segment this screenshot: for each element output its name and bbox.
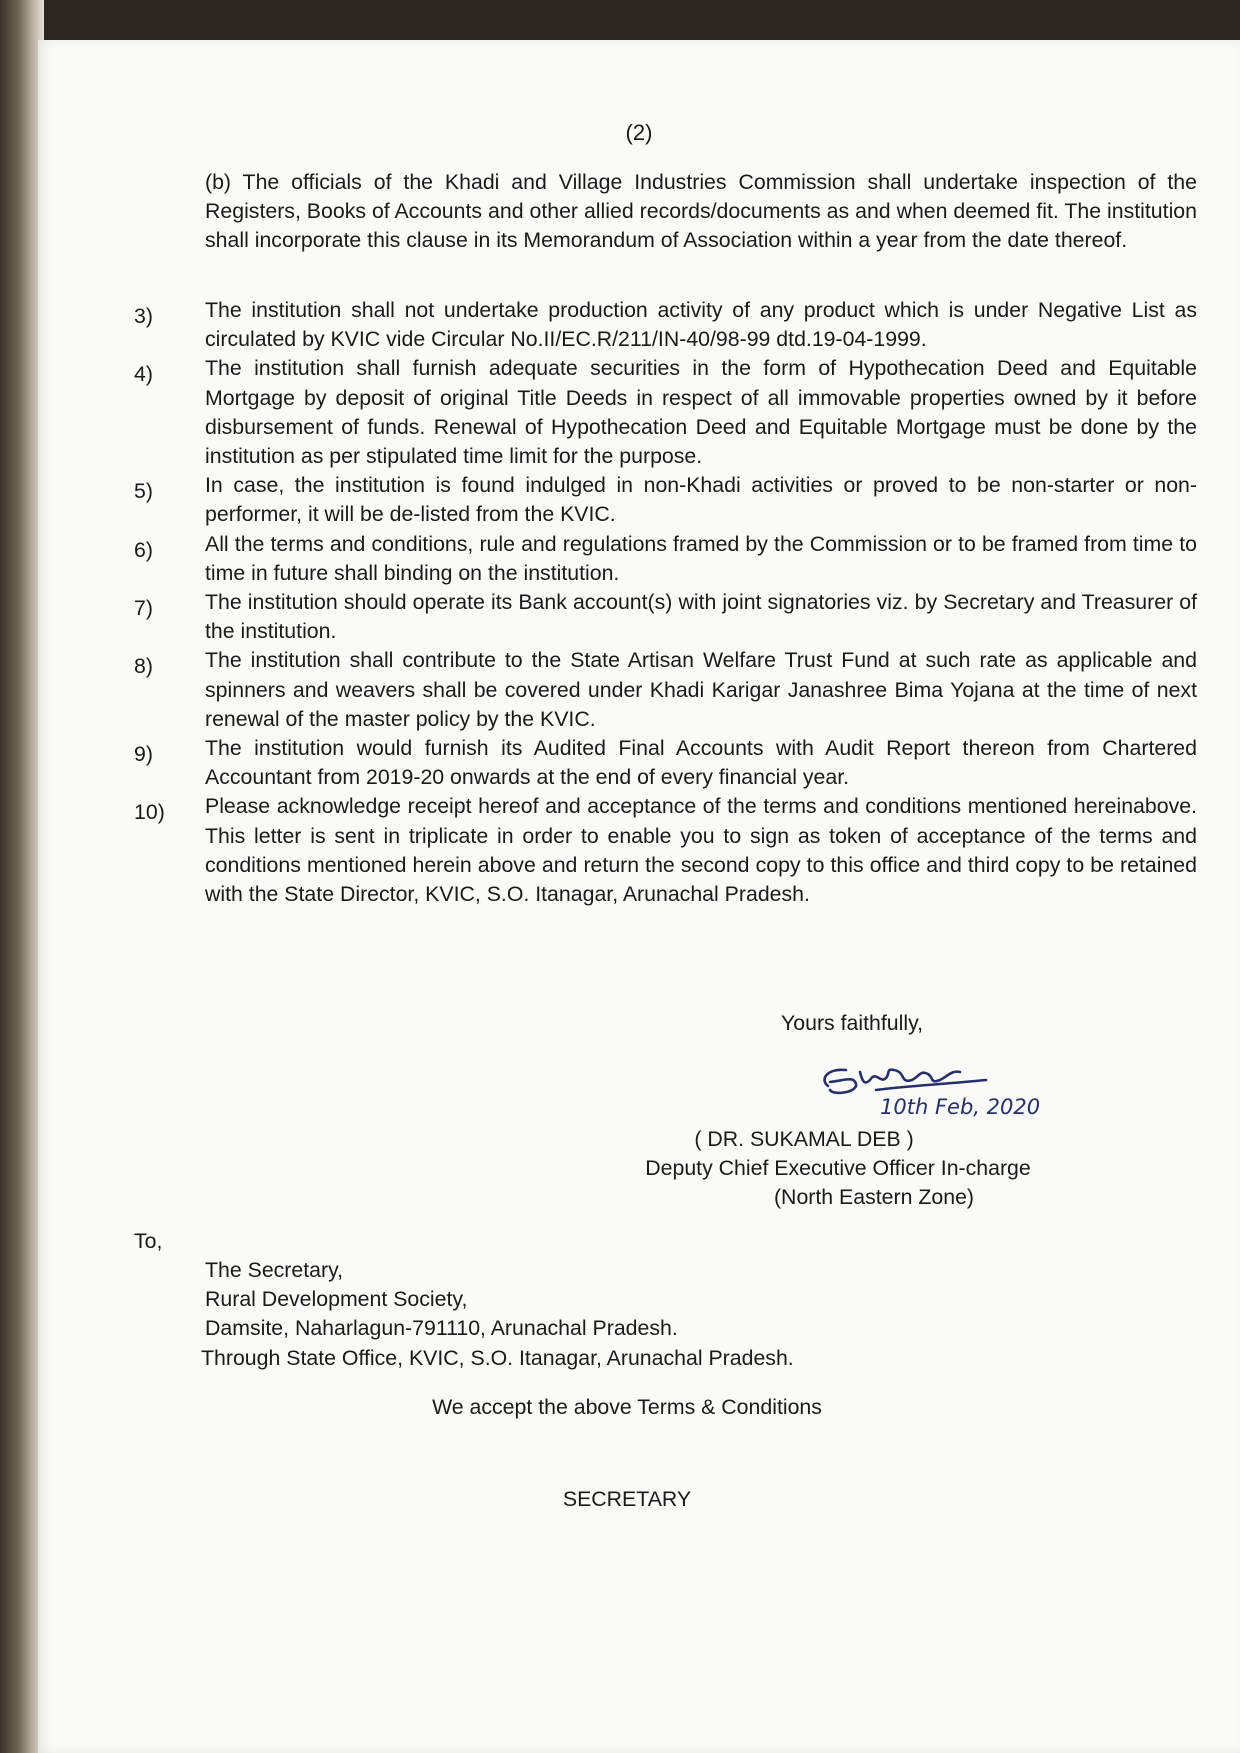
condition-number: 8) [134, 654, 153, 679]
condition-text: The institution would furnish its Audited Final Accounts with Audit Report thereon from Chartered Accountant from 2019-20 onwards at the end of every financial year. [205, 736, 1197, 790]
recipient-address [201, 1256, 794, 1373]
secretary-label: SECRETARY [562, 1487, 692, 1511]
conditions-list [134, 296, 1197, 909]
closing-salutation: Yours faithfully, [781, 1011, 924, 1035]
address-line: Through State Office, KVIC, S.O. Itanagar, Arunachal Pradesh. [201, 1345, 794, 1370]
handwritten-signature [816, 1040, 1056, 1126]
condition-number: 4) [134, 362, 153, 387]
condition-text: Please acknowledge receipt hereof and acceptance of the terms and conditions mentioned hereinabove. This letter is sent in triplicate in order to enable you to sign as token of acceptance of the terms and conditions mentioned herein above and return the second copy to this office and third copy to be retained with the State Director, KVIC, S.O. Itanagar, Arunachal Pradesh. [205, 794, 1197, 907]
condition-text: In case, the institution is found indulged in non-Khadi activities or proved to be non-starter or non-performer, it will be de-listed from the KVIC. [205, 473, 1197, 527]
condition-number: 3) [134, 304, 153, 328]
address-line: Rural Development Society, [205, 1287, 468, 1312]
condition-text: The institution shall contribute to the State Artisan Welfare Trust Fund at such rate as applicable and spinners and weavers shall be covered under Khadi Karigar Janashree Bima Yojana at the time of next renewal of the master policy by the KVIC. [205, 648, 1197, 731]
condition-text: All the terms and conditions, rule and regulations framed by the Commission or to be framed from time to time in future shall binding on the institution. [205, 531, 1197, 585]
condition-number: 7) [134, 596, 153, 621]
condition-number: 9) [134, 742, 153, 767]
signature-date: 10th Feb, 2020 [880, 1095, 1041, 1119]
to-label: To, [134, 1229, 163, 1253]
condition-item [134, 530, 1197, 588]
condition-text: The institution shall furnish adequate securities in the form of Hypothecation Deed and Equitable Mortgage by deposit of original Title Deeds in respect of all immovable properties owned by it before disbursement of funds. Renewal of Hypothecation Deed and Equitable Mortgage must be done by the institution as per stipulated time limit for the purpose. [205, 356, 1197, 469]
page-number: (2) [625, 120, 653, 145]
condition-item [134, 588, 1197, 646]
condition-item [134, 471, 1197, 529]
signatory-zone: (North Eastern Zone) [773, 1185, 975, 1209]
condition-item [134, 734, 1197, 792]
condition-text: The institution should operate its Bank account(s) with joint signatories viz. by Secretary and Treasurer of the institution. [205, 590, 1197, 644]
condition-number: 10) [134, 800, 165, 825]
condition-item [134, 792, 1197, 909]
condition-number: 5) [134, 479, 153, 504]
condition-item [134, 354, 1197, 471]
condition-text: The institution shall not undertake production activity of any product which is under Negative List as circulated by KVIC vide Circular No.II/EC.R/211/IN-40/98-99 dtd.19-04-1999. [205, 298, 1197, 352]
address-line: Damsite, Naharlagun-791110, Arunachal Pradesh. [205, 1316, 678, 1341]
acceptance-statement: We accept the above Terms & Conditions [432, 1395, 822, 1419]
document-page [38, 40, 1240, 1753]
condition-item [134, 296, 1197, 354]
signatory-designation: Deputy Chief Executive Officer In-charge [645, 1156, 1031, 1180]
condition-number: 6) [134, 537, 153, 562]
address-line: The Secretary, [205, 1258, 344, 1282]
condition-item [134, 646, 1197, 734]
clause-b-paragraph: (b) The officials of the Khadi and Village Industries Commission shall undertake inspection of the Registers, Books of Accounts and other allied records/documents as and when deemed fit. The institution shall incorporate this clause in its Memorandum of Association within a year from the date thereof. [205, 170, 1197, 253]
signatory-name: ( DR. SUKAMAL DEB ) [694, 1127, 914, 1151]
